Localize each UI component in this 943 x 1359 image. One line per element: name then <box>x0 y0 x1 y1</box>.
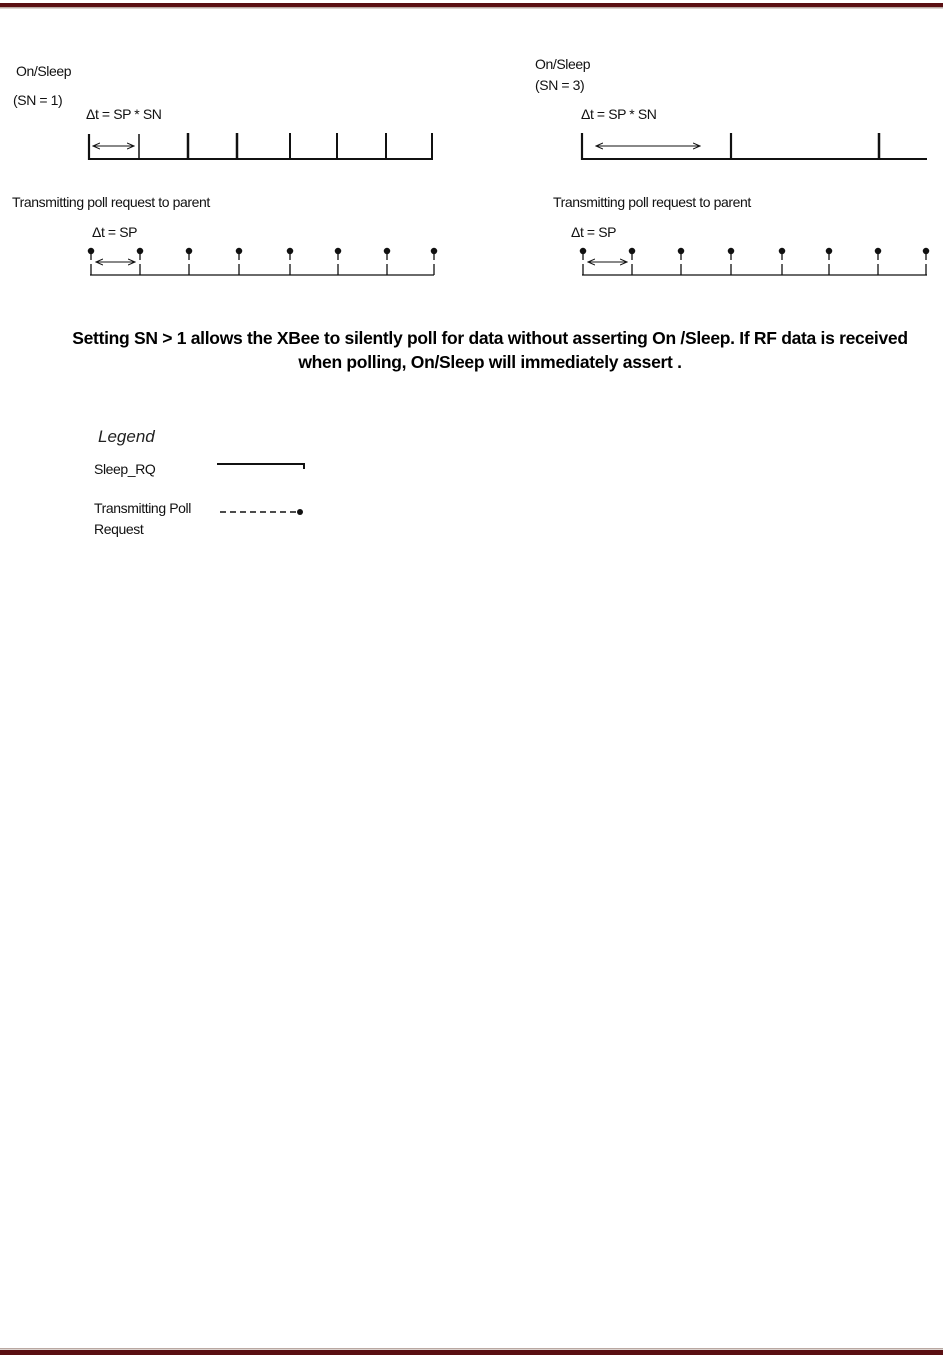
left-sn-label: (SN = 1) <box>13 92 63 108</box>
legend-title: Legend <box>98 427 155 446</box>
caption-line-1: Setting SN > 1 allows the XBee to silently poll for data without asserting On /Sleep. If RF data is received <box>72 328 908 348</box>
right-sn-label: (SN = 3) <box>535 77 585 93</box>
legend-sleep-rq-label: Sleep_RQ <box>94 461 156 477</box>
right-delta-label: Δt = SP * SN <box>581 106 657 122</box>
left-delta-label: Δt = SP * SN <box>86 106 162 122</box>
right-signal-label: On/Sleep <box>535 56 591 72</box>
legend-poll-dashed-line <box>220 509 303 515</box>
legend-sleep-rq-line <box>217 463 304 469</box>
right-poll-timeline <box>580 248 928 275</box>
legend-poll-label-line2: Request <box>94 521 144 537</box>
diagram-caption <box>40 326 940 374</box>
right-poll-delta-label: Δt = SP <box>571 224 617 240</box>
left-poll-title: Transmitting poll request to parent <box>12 194 210 210</box>
left-poll-timeline <box>88 248 436 275</box>
right-poll-title: Transmitting poll request to parent <box>553 194 751 210</box>
caption-line-2: when polling, On/Sleep will immediately assert . <box>298 352 682 372</box>
legend-poll-label-line1: Transmitting Poll <box>94 500 191 516</box>
left-poll-delta-label: Δt = SP <box>92 224 138 240</box>
left-sleep-timeline <box>89 133 433 160</box>
left-signal-label: On/Sleep <box>16 63 72 79</box>
right-sleep-timeline <box>582 133 927 160</box>
